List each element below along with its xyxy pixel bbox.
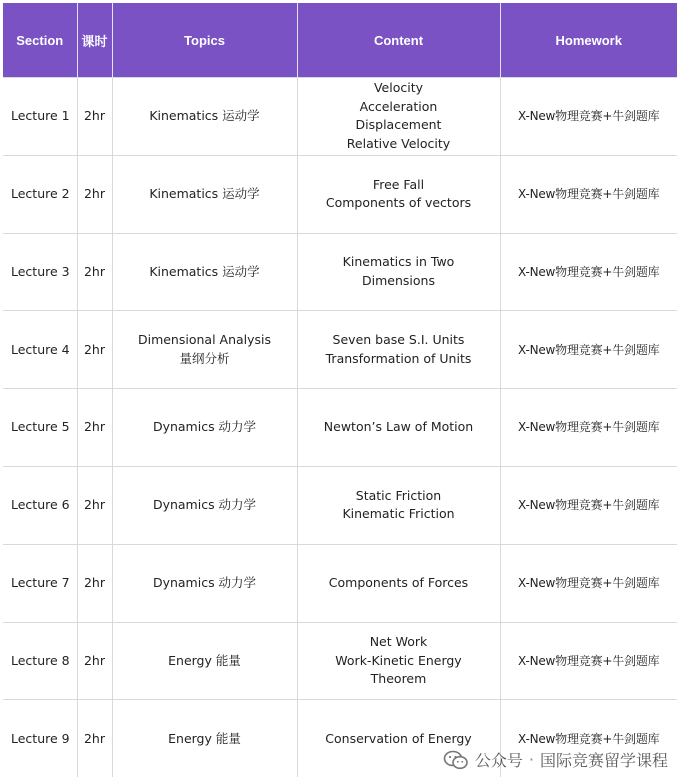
cell-content <box>297 78 500 156</box>
cell-topic: Kinematics 运动学 <box>112 78 297 156</box>
cell-section: Lecture 3 <box>3 233 77 311</box>
table-row <box>3 544 677 622</box>
table-row <box>3 78 677 156</box>
cell-hours: 2hr <box>77 155 112 233</box>
cell-topic: Energy 能量 <box>112 622 297 700</box>
cell-topic <box>112 311 297 389</box>
header-row <box>3 3 677 78</box>
cell-topic: Dynamics 动力学 <box>112 544 297 622</box>
watermark-account: 国际竞赛留学课程 <box>539 751 668 770</box>
header-topics: Topics <box>112 3 297 78</box>
watermark-label: 公众号 <box>474 751 523 770</box>
cell-homework: X-New物理竞赛+牛剑题库 <box>500 389 677 467</box>
cell-content <box>297 622 500 700</box>
content-line: Net Work <box>369 634 428 650</box>
cell-homework: X-New物理竞赛+牛剑题库 <box>500 622 677 700</box>
cell-hours: 2hr <box>77 466 112 544</box>
table-row <box>3 466 677 544</box>
header-content: Content <box>297 3 500 78</box>
cell-topic: Kinematics 运动学 <box>112 233 297 311</box>
wechat-icon <box>443 750 469 770</box>
content-line: Work-Kinetic Energy <box>335 652 462 668</box>
header-section: Section <box>3 3 77 78</box>
cell-homework: X-New物理竞赛+牛剑题库 <box>500 233 677 311</box>
cell-topic: Kinematics 运动学 <box>112 155 297 233</box>
content-line: Displacement <box>355 117 442 133</box>
content-line: Static Friction <box>355 487 442 503</box>
cell-section: Lecture 7 <box>3 544 77 622</box>
cell-content <box>297 155 500 233</box>
cell-section: Lecture 9 <box>3 700 77 777</box>
cell-homework: X-New物理竞赛+牛剑题库 <box>500 466 677 544</box>
cell-section: Lecture 2 <box>3 155 77 233</box>
cell-hours: 2hr <box>77 622 112 700</box>
content-line: Kinematics in Two <box>342 254 455 270</box>
cell-content <box>297 466 500 544</box>
cell-content <box>297 389 500 467</box>
content-line: Newton’s Law of Motion <box>323 419 474 435</box>
content-line: Transformation of Units <box>325 350 472 366</box>
content-line: Relative Velocity <box>346 135 451 151</box>
content-line: Kinematic Friction <box>342 506 455 522</box>
content-line: Components of Forces <box>328 574 469 590</box>
cell-hours: 2hr <box>77 700 112 777</box>
content-line: Conservation of Energy <box>325 730 472 746</box>
content-line: Velocity <box>373 80 424 96</box>
watermark-separator: · <box>528 750 534 769</box>
content-line: Free Fall <box>372 176 425 192</box>
cell-topic: Dynamics 动力学 <box>112 389 297 467</box>
cell-content <box>297 544 500 622</box>
cell-content <box>297 311 500 389</box>
cell-topic: Dynamics 动力学 <box>112 466 297 544</box>
topic-line: Dimensional Analysis <box>137 332 272 348</box>
watermark <box>443 748 668 771</box>
cell-section: Lecture 8 <box>3 622 77 700</box>
content-line: Components of vectors <box>325 195 472 211</box>
cell-homework: X-New物理竞赛+牛剑题库 <box>500 78 677 156</box>
cell-content <box>297 233 500 311</box>
cell-hours: 2hr <box>77 544 112 622</box>
cell-homework: X-New物理竞赛+牛剑题库 <box>500 311 677 389</box>
topic-line: 量纲分析 <box>179 350 230 366</box>
table-row <box>3 389 677 467</box>
cell-hours: 2hr <box>77 233 112 311</box>
cell-hours: 2hr <box>77 311 112 389</box>
cell-section: Lecture 6 <box>3 466 77 544</box>
cell-section: Lecture 5 <box>3 389 77 467</box>
content-line: Acceleration <box>359 98 438 114</box>
cell-section: Lecture 4 <box>3 311 77 389</box>
content-line: Theorem <box>370 671 427 687</box>
header-hours: 课时 <box>77 3 112 78</box>
table-row <box>3 311 677 389</box>
cell-section: Lecture 1 <box>3 78 77 156</box>
cell-homework: X-New物理竞赛+牛剑题库 <box>500 700 677 777</box>
table-row <box>3 622 677 700</box>
cell-topic: Energy 能量 <box>112 700 297 777</box>
cell-hours: 2hr <box>77 389 112 467</box>
table-row <box>3 233 677 311</box>
schedule-table <box>3 3 677 777</box>
cell-hours: 2hr <box>77 78 112 156</box>
cell-homework: X-New物理竞赛+牛剑题库 <box>500 544 677 622</box>
course-schedule <box>3 3 677 777</box>
header-homework: Homework <box>500 3 677 78</box>
cell-homework: X-New物理竞赛+牛剑题库 <box>500 155 677 233</box>
table-row <box>3 155 677 233</box>
content-line: Seven base S.I. Units <box>332 332 465 348</box>
content-line: Dimensions <box>362 272 435 288</box>
